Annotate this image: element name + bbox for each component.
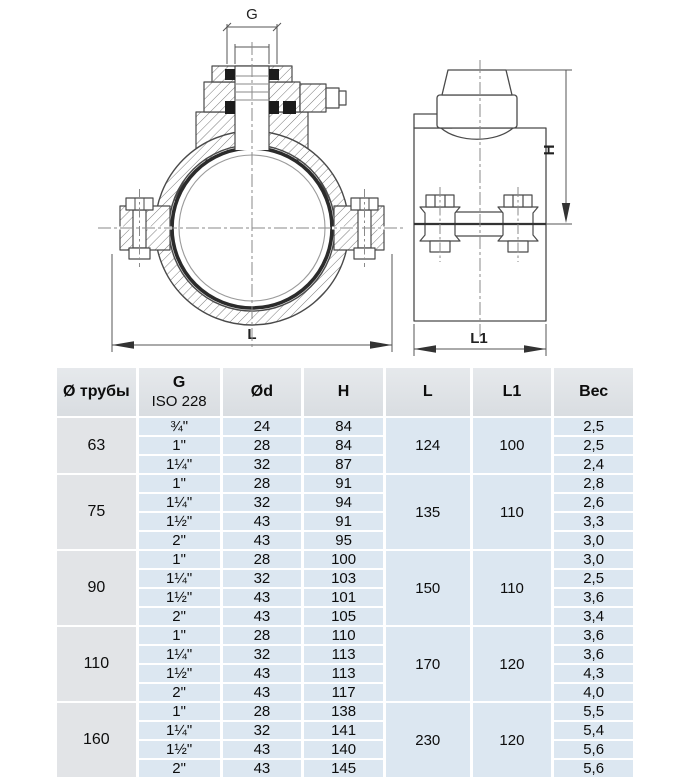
height-cell: 84 [304, 437, 383, 454]
height-cell: 101 [304, 589, 383, 606]
bore-diameter-cell: 32 [223, 722, 302, 739]
dim-label-g: G [246, 6, 258, 23]
spec-table-head [57, 368, 633, 416]
table-row [57, 475, 633, 492]
thread-size-cell: 1" [139, 437, 220, 454]
height-cell: 117 [304, 684, 383, 701]
dim-label-h: H [541, 144, 558, 156]
bore-diameter-cell: 32 [223, 570, 302, 587]
dim-label-l1: L1 [470, 330, 488, 347]
col-header-pipe-diameter: Ø трубы [57, 368, 136, 416]
weight-cell: 2,5 [554, 418, 633, 435]
weight-cell: 5,5 [554, 703, 633, 720]
thread-size-cell: 2" [139, 608, 220, 625]
height-cell: 87 [304, 456, 383, 473]
seal-ring [269, 101, 279, 114]
height-cell: 141 [304, 722, 383, 739]
height-cell: 94 [304, 494, 383, 511]
col-header-length1: L1 [473, 368, 552, 416]
height-cell: 113 [304, 646, 383, 663]
weight-cell: 4,3 [554, 665, 633, 682]
weight-cell: 2,4 [554, 456, 633, 473]
thread-size-cell: 1¼" [139, 722, 220, 739]
col-header-thread: G ISO 228 [139, 368, 220, 416]
length-l1-cell: 110 [473, 551, 552, 625]
arrowhead [562, 203, 570, 223]
bore-diameter-cell: 43 [223, 684, 302, 701]
thread-size-cell: 1" [139, 703, 220, 720]
bore-diameter-cell: 32 [223, 494, 302, 511]
arrowhead [112, 341, 134, 349]
table-row [57, 703, 633, 720]
seal-ring [283, 101, 296, 114]
thread-size-cell: 2" [139, 760, 220, 777]
bore-diameter-cell: 43 [223, 589, 302, 606]
weight-cell: 2,6 [554, 494, 633, 511]
bore-diameter-cell: 24 [223, 418, 302, 435]
thread-size-cell: 1¼" [139, 570, 220, 587]
table-row [57, 627, 633, 644]
height-cell: 105 [304, 608, 383, 625]
weight-cell: 5,4 [554, 722, 633, 739]
height-cell: 145 [304, 760, 383, 777]
thread-size-cell: 1" [139, 475, 220, 492]
height-cell: 110 [304, 627, 383, 644]
thread-size-cell: 1½" [139, 741, 220, 758]
thread-size-cell: 1¼" [139, 456, 220, 473]
weight-cell: 3,6 [554, 646, 633, 663]
weight-cell: 2,8 [554, 475, 633, 492]
pipe-diameter-cell: 110 [57, 627, 136, 701]
thread-size-cell: 1¼" [139, 646, 220, 663]
thread-size-cell: 1" [139, 627, 220, 644]
bore-diameter-cell: 28 [223, 703, 302, 720]
bore-diameter-cell: 28 [223, 475, 302, 492]
thread-size-cell: 1½" [139, 665, 220, 682]
length-l-cell: 124 [386, 418, 470, 473]
height-cell: 84 [304, 418, 383, 435]
length-l1-cell: 100 [473, 418, 552, 473]
bore-diameter-cell: 43 [223, 513, 302, 530]
seal-ring [269, 69, 279, 80]
height-cell: 140 [304, 741, 383, 758]
length-l-cell: 230 [386, 703, 470, 777]
thread-size-cell: ¾" [139, 418, 220, 435]
thread-size-cell: 1¼" [139, 494, 220, 511]
height-cell: 95 [304, 532, 383, 549]
bore-diameter-cell: 43 [223, 741, 302, 758]
arrowhead [370, 341, 392, 349]
weight-cell: 5,6 [554, 760, 633, 777]
side-view [414, 60, 572, 356]
bore-diameter-cell: 43 [223, 760, 302, 777]
weight-cell: 5,6 [554, 741, 633, 758]
length-l-cell: 150 [386, 551, 470, 625]
length-l1-cell: 110 [473, 475, 552, 549]
bore-diameter-cell: 28 [223, 551, 302, 568]
arrowhead [524, 345, 546, 353]
drawing-area [0, 0, 688, 364]
bore-diameter-cell: 43 [223, 665, 302, 682]
height-cell: 91 [304, 475, 383, 492]
pipe-diameter-cell: 63 [57, 418, 136, 473]
spec-table-wrap [54, 366, 636, 779]
weight-cell: 3,6 [554, 589, 633, 606]
weight-cell: 3,6 [554, 627, 633, 644]
bore-diameter-cell: 32 [223, 456, 302, 473]
dim-label-l: L [247, 326, 257, 343]
arrowhead [414, 345, 436, 353]
col-header-height: H [304, 368, 383, 416]
header-row [57, 368, 633, 416]
weight-cell: 3,4 [554, 608, 633, 625]
bore-diameter-cell: 43 [223, 532, 302, 549]
height-cell: 103 [304, 570, 383, 587]
thread-size-cell: 1½" [139, 513, 220, 530]
bore-diameter-cell: 28 [223, 437, 302, 454]
thread-size-cell: 2" [139, 532, 220, 549]
seal-ring [225, 69, 235, 80]
height-cell: 91 [304, 513, 383, 530]
bore-diameter-cell: 43 [223, 608, 302, 625]
length-l-cell: 135 [386, 475, 470, 549]
weight-cell: 3,0 [554, 551, 633, 568]
weight-cell: 2,5 [554, 570, 633, 587]
thread-size-cell: 1½" [139, 589, 220, 606]
thread-size-cell: 1" [139, 551, 220, 568]
table-row [57, 418, 633, 435]
pipe-diameter-cell: 75 [57, 475, 136, 549]
col-header-bore: Ød [223, 368, 302, 416]
front-view [98, 6, 406, 352]
bore-diameter-cell: 28 [223, 627, 302, 644]
weight-cell: 2,5 [554, 437, 633, 454]
weight-cell: 3,0 [554, 532, 633, 549]
height-cell: 138 [304, 703, 383, 720]
height-cell: 113 [304, 665, 383, 682]
spec-table-body [57, 418, 633, 777]
bore-diameter-cell: 32 [223, 646, 302, 663]
weight-cell: 4,0 [554, 684, 633, 701]
pipe-diameter-cell: 90 [57, 551, 136, 625]
seal-ring [225, 101, 235, 114]
weight-cell: 3,3 [554, 513, 633, 530]
length-l1-cell: 120 [473, 703, 552, 777]
thread-size-cell: 2" [139, 684, 220, 701]
length-l1-cell: 120 [473, 627, 552, 701]
height-cell: 100 [304, 551, 383, 568]
length-l-cell: 170 [386, 627, 470, 701]
table-row [57, 551, 633, 568]
col-header-weight: Вес [554, 368, 633, 416]
pipe-diameter-cell: 160 [57, 703, 136, 777]
col-header-length: L [386, 368, 470, 416]
spec-table [54, 366, 636, 779]
technical-drawing [0, 0, 688, 364]
